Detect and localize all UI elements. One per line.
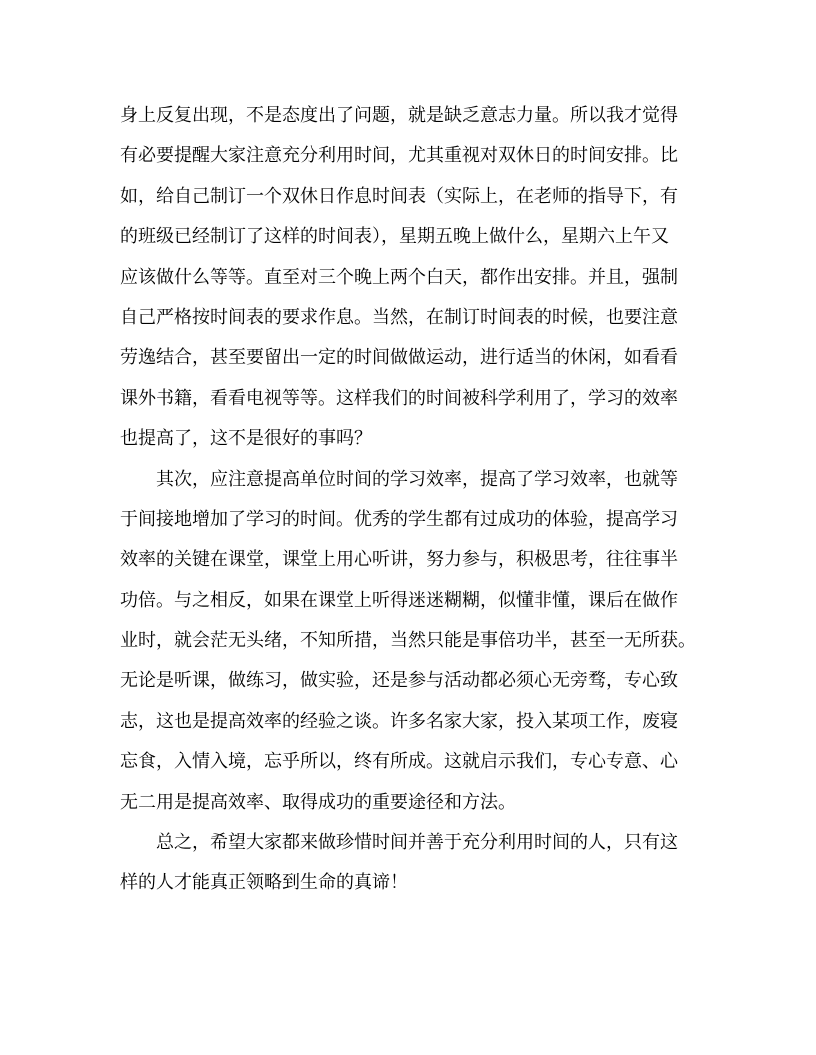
text-line: 自己严格按时间表的要求作息。当然，在制订时间表的时候，也要注意 <box>120 306 678 328</box>
text-line: 劳逸结合，甚至要留出一定的时间做做运动，进行适当的休闲，如看看 <box>120 347 678 369</box>
text-line: 身上反复出现，不是态度出了问题，就是缺乏意志力量。所以我才觉得 <box>120 105 678 126</box>
text-line: 样的人才能真正领略到生命的真谛！ <box>120 872 408 894</box>
text-line: 总之，希望大家都来做珍惜时间并善于充分利用时间的人，只有这 <box>120 832 678 854</box>
text-line: 课外书籍，看看电视等等。这样我们的时间被科学利用了，学习的效率 <box>120 387 678 409</box>
text-line: 志，这也是提高效率的经验之谈。许多名家大家，投入某项工作，废寝 <box>120 710 678 732</box>
text-line: 效率的关键在课堂，课堂上用心听讲，努力参与，积极思考，往往事半 <box>120 549 678 571</box>
text-line: 业时，就会茫无头绪，不知所措，当然只能是事倍功半，甚至一无所获。 <box>120 630 696 652</box>
text-line: 的班级已经制订了这样的时间表），星期五晚上做什么，星期六上午又 <box>120 226 669 248</box>
text-line: 无论是听课，做练习，做实验，还是参与活动都必须心无旁骛，专心致 <box>120 670 678 692</box>
text-line: 忘食，入情入境，忘乎所以，终有所成。这就启示我们，专心专意、心 <box>120 751 678 773</box>
text-line: 于间接地增加了学习的时间。优秀的学生都有过成功的体验，提高学习 <box>120 508 678 530</box>
document-body <box>120 96 700 904</box>
text-line: 如，给自己制订一个双休日作息时间表（实际上，在老师的指导下，有 <box>120 185 678 207</box>
text-line: 也提高了，这不是很好的事吗？ <box>120 428 372 450</box>
text-line: 有必要提醒大家注意充分利用时间，尤其重视对双休日的时间安排。比 <box>120 145 678 167</box>
text-line: 应该做什么等等。直至对三个晚上两个白天，都作出安排。并且，强制 <box>120 266 678 288</box>
text-line: 无二用是提高效率、取得成功的重要途径和方法。 <box>120 791 516 813</box>
text-line: 功倍。与之相反，如果在课堂上听得迷迷糊糊，似懂非懂，课后在做作 <box>120 589 678 611</box>
text-line: 其次，应注意提高单位时间的学习效率，提高了学习效率，也就等 <box>120 468 678 490</box>
